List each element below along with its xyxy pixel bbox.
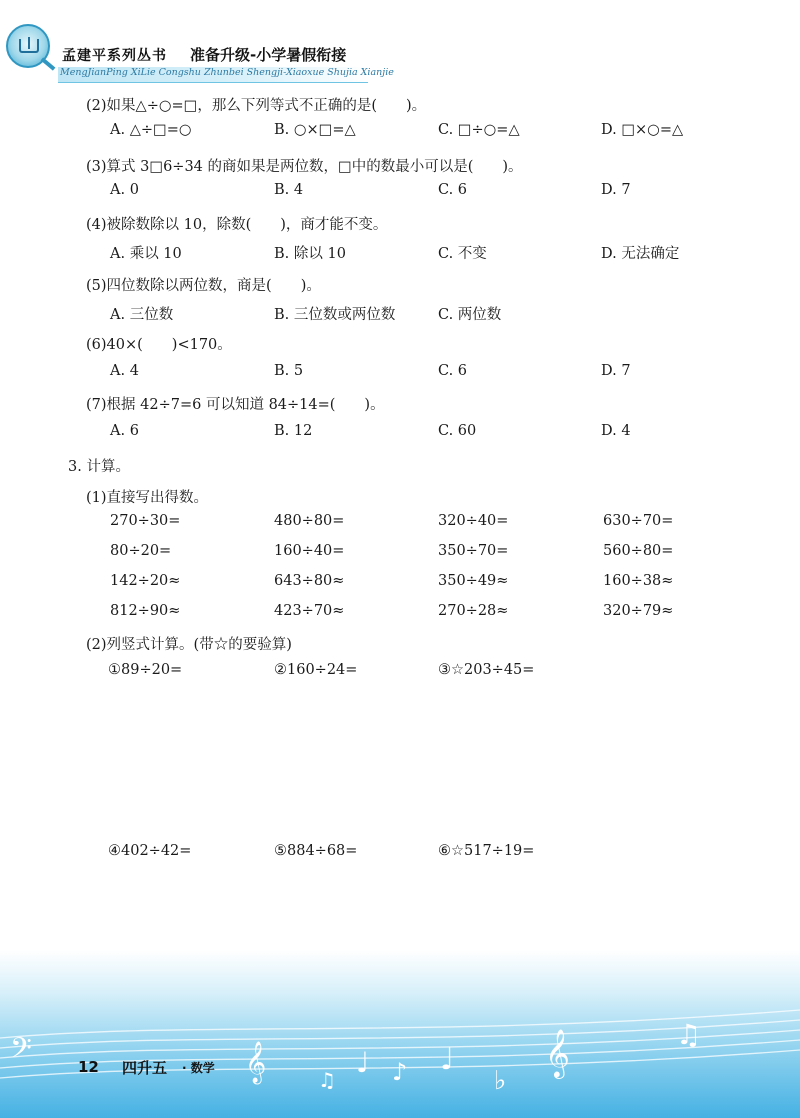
section-title: 3. 计算。: [68, 459, 130, 475]
oral-calc-item: 320÷79≈: [603, 603, 674, 619]
option-a: A. 4: [110, 363, 139, 379]
oral-calc-item: 643÷80≈: [274, 573, 345, 589]
page-header: [0, 0, 800, 90]
question-stem: (7)根据 42÷7=6 可以知道 84÷14=( )。: [86, 397, 385, 413]
option-a: A. △÷□=○: [110, 122, 192, 138]
logo-handle: [41, 57, 56, 70]
beamed-notes-icon: ♫: [318, 1068, 336, 1092]
option-a: A. 0: [110, 182, 139, 198]
option-b: B. 4: [274, 182, 304, 198]
option-c: C. □÷○=△: [438, 122, 520, 138]
flat-sign-icon: ♭: [494, 1066, 507, 1096]
bass-clef-icon: 𝄢: [10, 1032, 32, 1072]
header-rule: [58, 82, 368, 83]
oral-calc-item: 423÷70≈: [274, 603, 345, 619]
pinyin-subtitle: MengJianPing XiLie Congshu Zhunbei Shengji-Xiaoxue Shujia Xianjie: [60, 67, 394, 78]
option-d: D. 4: [601, 423, 631, 439]
option-d: D. □×○=△: [601, 122, 684, 138]
vertical-calc-item: ⑥☆517÷19=: [438, 843, 535, 859]
option-b: B. 三位数或两位数: [274, 307, 396, 323]
option-c: C. 60: [438, 423, 477, 439]
subject-label: · 数学: [182, 1061, 215, 1075]
footer-music-band: [0, 950, 800, 1118]
question-stem: (6)40×( )<170。: [86, 337, 232, 353]
oral-calc-item: 270÷30=: [110, 513, 181, 529]
oral-calc-item: 630÷70=: [603, 513, 674, 529]
vertical-calc-item: ④402÷42=: [108, 843, 192, 859]
oral-calc-item: 142÷20≈: [110, 573, 181, 589]
oral-calc-item: 80÷20=: [110, 543, 172, 559]
option-a: A. 乘以 10: [110, 246, 182, 262]
page-number: 12: [78, 1058, 99, 1076]
option-a: A. 三位数: [110, 307, 174, 323]
question-stem: (4)被除数除以 10，除数( )，商才能不变。: [86, 217, 388, 233]
quarter-note-icon: ♩: [440, 1042, 455, 1077]
quarter-note-icon: ♩: [356, 1046, 370, 1079]
option-c: C. 不变: [438, 246, 487, 262]
series-title: 孟建平系列丛书: [62, 48, 167, 64]
part-title: (1)直接写出得数。: [86, 490, 209, 506]
option-c: C. 两位数: [438, 307, 502, 323]
option-d: D. 无法确定: [601, 246, 680, 262]
option-a: A. 6: [110, 423, 139, 439]
oral-calc-item: 270÷28≈: [438, 603, 509, 619]
oral-calc-item: 812÷90≈: [110, 603, 181, 619]
option-b: B. 12: [274, 423, 313, 439]
oral-calc-item: 350÷70=: [438, 543, 509, 559]
question-stem: (3)算式 3□6÷34 的商如果是两位数，□中的数最小可以是( )。: [86, 159, 523, 175]
vertical-calc-item: ③☆203÷45=: [438, 662, 535, 678]
option-d: D. 7: [601, 182, 631, 198]
oral-calc-item: 160÷40=: [274, 543, 345, 559]
vertical-calc-item: ①89÷20=: [108, 662, 183, 678]
beamed-notes-icon: ♫: [676, 1018, 702, 1051]
option-c: C. 6: [438, 182, 468, 198]
question-stem: (5)四位数除以两位数，商是( )。: [86, 278, 321, 294]
oral-calc-item: 320÷40=: [438, 513, 509, 529]
option-b: B. 5: [274, 363, 304, 379]
option-d: D. 7: [601, 363, 631, 379]
treble-clef-icon: 𝄞: [245, 1042, 267, 1083]
option-b: B. 除以 10: [274, 246, 346, 262]
option-b: B. ○×□=△: [274, 122, 356, 138]
grade-label: 四升五: [122, 1059, 168, 1077]
treble-clef-icon: 𝄞: [545, 1028, 570, 1077]
oral-calc-item: 160÷38≈: [603, 573, 674, 589]
book-title: 准备升级-小学暑假衔接: [190, 46, 347, 64]
part-title: (2)列竖式计算。(带☆的要验算): [86, 637, 292, 653]
eighth-note-icon: ♪: [392, 1058, 408, 1086]
option-c: C. 6: [438, 363, 468, 379]
oral-calc-item: 560÷80=: [603, 543, 674, 559]
oral-calc-item: 350÷49≈: [438, 573, 509, 589]
vertical-calc-item: ⑤884÷68=: [274, 843, 358, 859]
oral-calc-item: 480÷80=: [274, 513, 345, 529]
vertical-calc-item: ②160÷24=: [274, 662, 358, 678]
question-stem: (2)如果△÷○=□，那么下列等式不正确的是( )。: [86, 98, 427, 114]
